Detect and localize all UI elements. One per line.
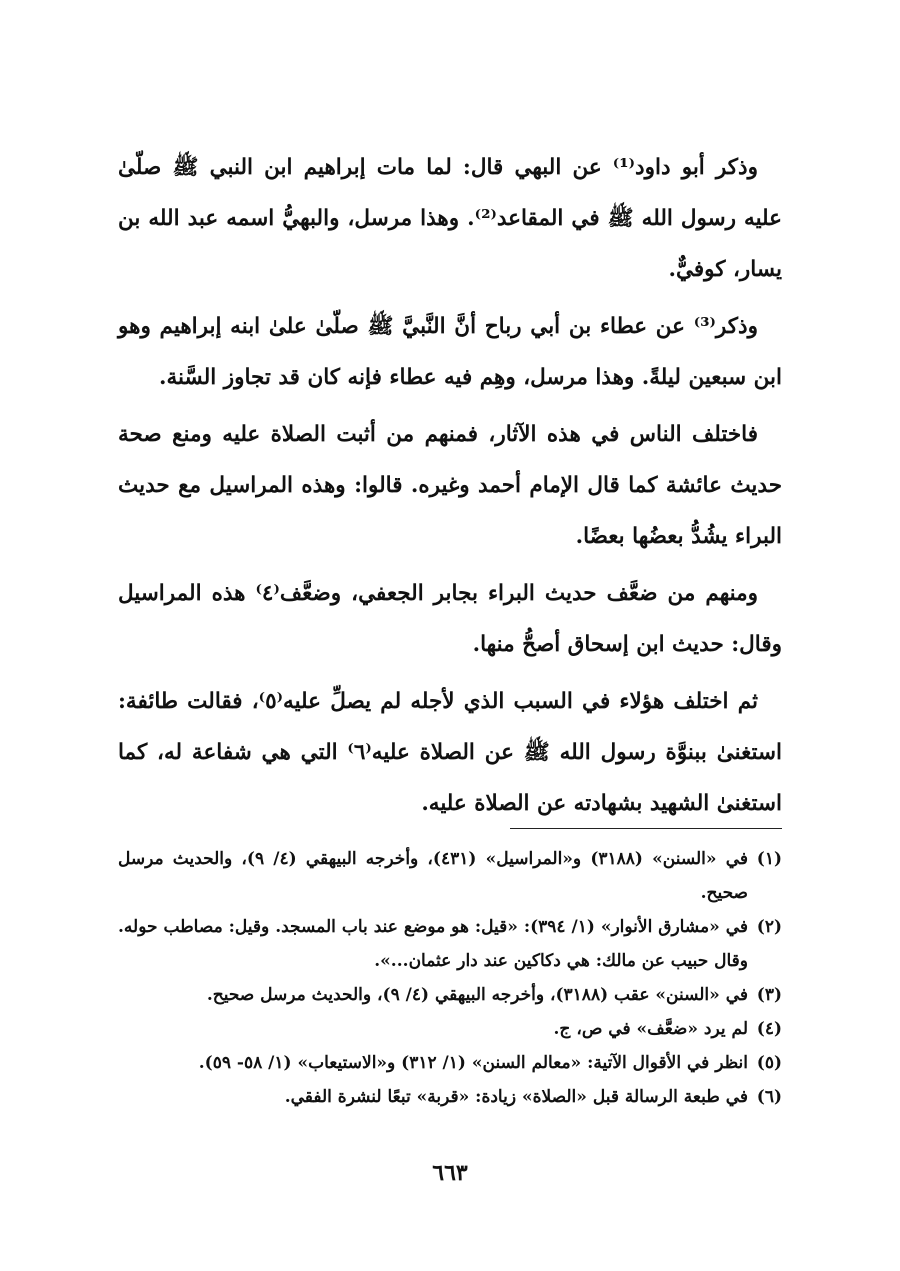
page-number: ٦٦٣ [432,1160,468,1186]
paragraph: ومنهم من ضعَّف حديث البراء بجابر الجعفي، وضعَّف⁽٤⁾ هذه المراسيل وقال: حديث ابن إسحاق أصحُّ منها. [118,581,782,657]
footnote-number: (٤) [756,1019,782,1039]
footnote [118,1046,782,1080]
footnote [118,842,782,910]
footnote-number: (٥) [756,1053,782,1073]
footnote-number: (٦) [756,1087,782,1107]
footnote-text: في «مشارق الأنوار» (١/ ٣٩٤): «قيل: هو موضع عند باب المسجد. وقيل: مصاطب حوله. وقال حبيب عن مالك: هي دكاكين عند دار عثمان...». [118,917,748,971]
footnote-separator [510,828,782,829]
footnote [118,1012,782,1046]
footnote-text: في «السنن» (٣١٨٨) و«المراسيل» (٤٣١)، وأخرجه البيهقي (٤/ ٩)، والحديث مرسل صحيح. [118,849,748,903]
footnote [118,978,782,1012]
footnote-number: (٣) [756,985,782,1005]
main-text [118,142,782,835]
footnote [118,1080,782,1114]
footnote-text: لم يرد «ضعَّف» في ص، ج. [553,1019,748,1039]
footnote-text: في «السنن» عقب (٣١٨٨)، وأخرجه البيهقي (٤/ ٩)، والحديث مرسل صحيح. [206,985,748,1005]
footnote-text: في طبعة الرسالة قبل «الصلاة» زيادة: «قربة» تبعًا لنشرة الفقي. [284,1087,748,1107]
footnote [118,910,782,978]
paragraph: وذكر⁽³⁾ عن عطاء بن أبي رباح أنَّ النَّبيَّ ﷺ صلّىٰ علىٰ ابنه إبراهيم وهو ابن سبعين ليلةً. وهذا مرسل، وهِم فيه عطاء فإنه كان قد تجاوز السَّنة. [118,314,782,390]
footnote-text: انظر في الأقوال الآتية: «معالم السنن» (١/ ٣١٢) و«الاستيعاب» (١/ ٥٨- ٥٩). [198,1053,748,1073]
footnote-number: (١) [756,849,782,869]
footnote-number: (٢) [756,917,782,937]
paragraph: وذكر أبو داود⁽¹⁾ عن البهي قال: لما مات إبراهيم ابن النبي ﷺ صلّىٰ عليه رسول الله ﷺ في المقاعد⁽²⁾. وهذا مرسل، والبهيُّ اسمه عبد الله بن يسار، كوفيٌّ. [118,155,783,282]
paragraph: ثم اختلف هؤلاء في السبب الذي لأجله لم يصلِّ عليه⁽٥⁾، فقالت طائفة: استغنىٰ ببنوَّة رسول الله ﷺ عن الصلاة عليه⁽٦⁾ التي هي شفاعة له، كما استغنىٰ الشهيد بشهادته عن الصلاة عليه. [118,689,782,816]
footnotes [118,842,782,1114]
paragraph: فاختلف الناس في هذه الآثار، فمنهم من أثبت الصلاة عليه ومنع صحة حديث عائشة كما قال الإمام أحمد وغيره. قالوا: وهذه المراسيل مع حديث البراء يشُدُّ بعضُها بعضًا. [118,422,782,549]
